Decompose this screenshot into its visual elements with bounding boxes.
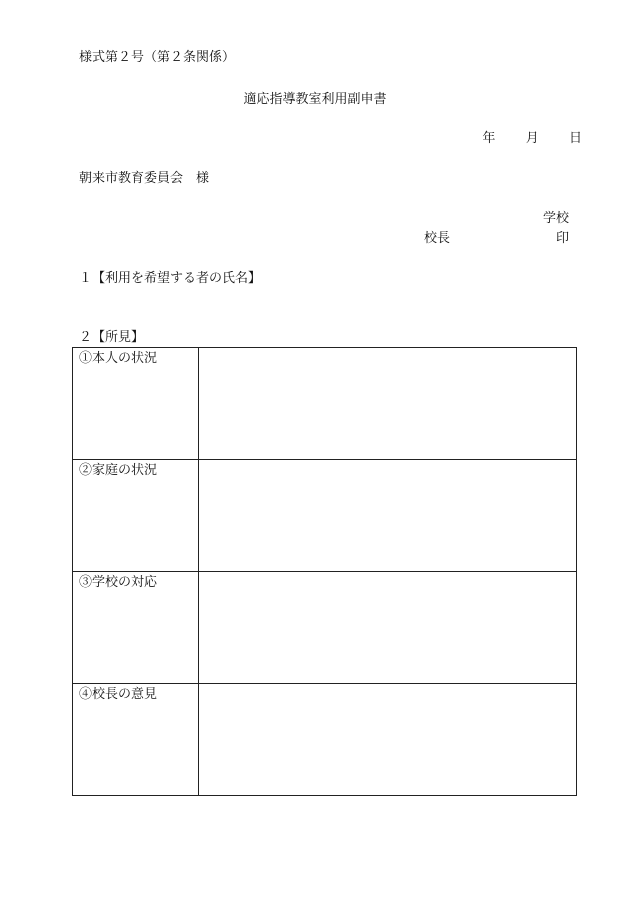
school-label: 学校: [543, 211, 570, 226]
date-day-label: 日: [568, 131, 582, 146]
row-label-school-response: ③学校の対応: [73, 572, 199, 684]
row-input-student-situation[interactable]: [199, 348, 577, 460]
date-line: [456, 132, 582, 145]
table-row: [73, 460, 577, 572]
section-applicant-name-heading: １【利用を希望する者の氏名】: [79, 271, 262, 286]
table-row: [73, 572, 577, 684]
row-label-family-situation: ②家庭の状況: [73, 460, 199, 572]
row-label-student-situation: ①本人の状況: [73, 348, 199, 460]
addressee: 朝来市教育委員会 様: [79, 171, 210, 186]
table-row: [73, 684, 577, 796]
document-title: 適応指導教室利用副申書: [243, 92, 387, 107]
row-label-principal-opinion: ④校長の意見: [73, 684, 199, 796]
table-row: [73, 348, 577, 460]
row-input-school-response[interactable]: [199, 572, 577, 684]
seal-label: 印: [556, 231, 570, 246]
principal-label: 校長: [424, 231, 451, 246]
date-year-label: 年: [482, 131, 496, 146]
row-input-family-situation[interactable]: [199, 460, 577, 572]
row-input-principal-opinion[interactable]: [199, 684, 577, 796]
section-opinion-heading: ２【所見】: [79, 330, 145, 345]
date-month-label: 月: [525, 131, 539, 146]
opinion-table: [72, 347, 577, 796]
form-number: 様式第２号（第２条関係）: [79, 50, 236, 65]
